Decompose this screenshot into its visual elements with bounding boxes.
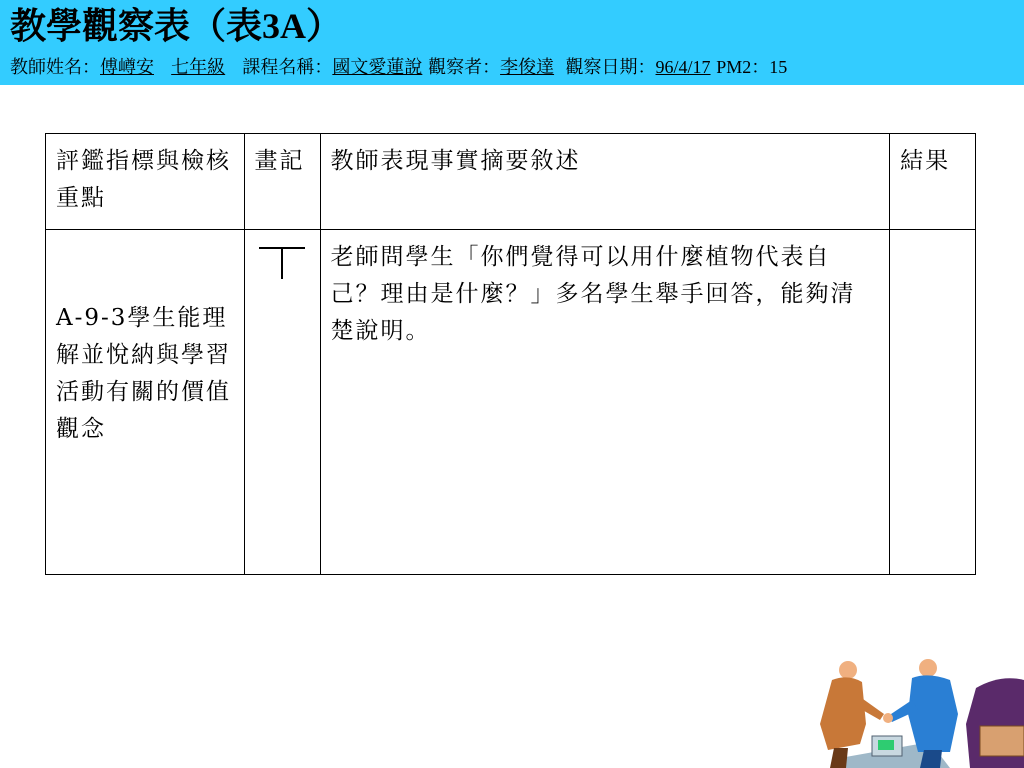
course-name: 國文愛蓮說 — [332, 57, 423, 78]
date-label: 觀察日期： — [565, 57, 656, 78]
header-tally: 畫記 — [244, 134, 320, 230]
title-prefix: 教學觀察表（表 — [10, 5, 263, 47]
observation-time: PM2：15 — [716, 57, 788, 77]
result-cell — [890, 230, 976, 575]
header-result: 結果 — [890, 134, 976, 230]
grade: 七年級 — [171, 57, 226, 78]
header-indicator: 評鑑指標與檢核重點 — [46, 134, 245, 230]
teacher-label: 教師姓名： — [10, 57, 100, 78]
observer-name: 李俊達 — [500, 57, 555, 78]
tally-cell — [244, 230, 320, 575]
handshake-clipart — [800, 654, 1024, 768]
indicator-cell: A-9-3學生能理解並悅納與學習活動有關的價值觀念 — [46, 230, 245, 575]
summary-cell: 老師問學生「你們覺得可以用什麼植物代表自己？理由是什麼？」多名學生舉手回答，能夠清楚說明。 — [320, 230, 890, 575]
observation-table — [45, 133, 976, 575]
title-suffix: ） — [306, 5, 343, 47]
title-code: 3A — [262, 6, 307, 46]
table-header-row — [46, 134, 976, 230]
header-band — [0, 0, 1024, 85]
observer-label: 觀察者： — [428, 57, 501, 78]
header-summary: 教師表現事實摘要敘述 — [320, 134, 890, 230]
teacher-name: 傅嶟安 — [100, 57, 154, 78]
observation-meta — [10, 56, 787, 79]
observation-date: 96/4/17 — [655, 57, 711, 77]
course-label: 課程名稱： — [242, 57, 333, 78]
page-title — [10, 6, 342, 46]
table-row — [46, 230, 976, 575]
tally-mark — [259, 247, 305, 287]
